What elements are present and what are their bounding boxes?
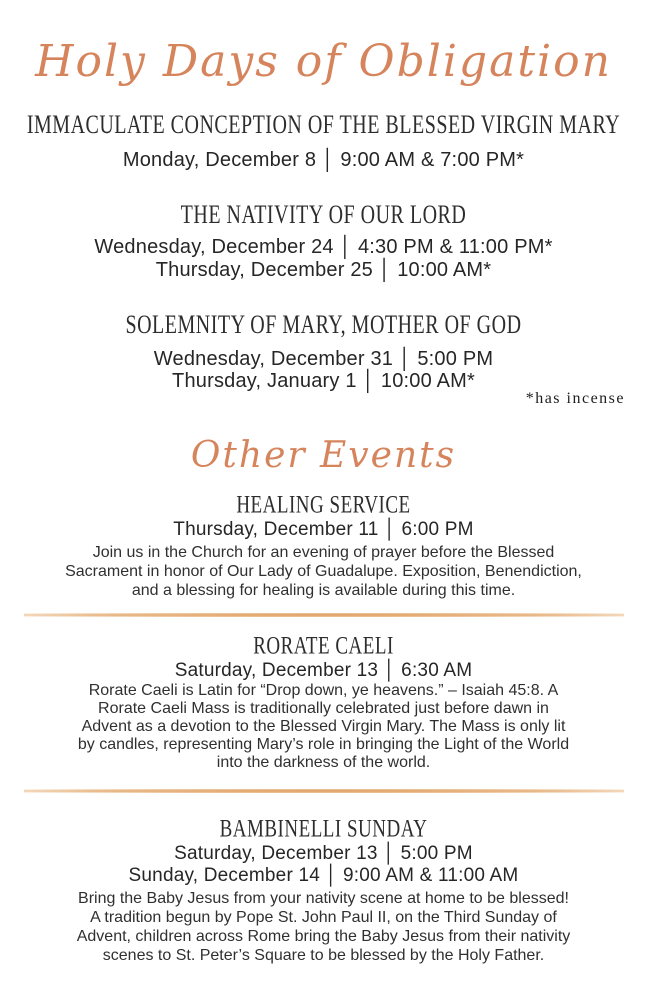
event-time: Wednesday, December 24 │ 4:30 PM & 11:00 PM* bbox=[94, 236, 553, 258]
event-rorate-caeli bbox=[0, 634, 647, 772]
event-time: Saturday, December 13 │ 5:00 PM bbox=[174, 843, 473, 864]
event-description bbox=[0, 682, 647, 772]
event-description-line: A tradition begun by Pope St. John Paul II, on the Third Sunday of bbox=[90, 909, 557, 926]
event-description-line: Join us in the Church for an evening of prayer before the Blessed bbox=[92, 544, 555, 561]
section-divider bbox=[24, 613, 624, 617]
event-time: Monday, December 8 │ 9:00 AM & 7:00 PM* bbox=[122, 149, 525, 171]
event-time: Sunday, December 14 │ 9:00 AM & 11:00 AM bbox=[128, 865, 519, 886]
event-description bbox=[0, 543, 647, 600]
event-title: HEALING SERVICE bbox=[236, 491, 411, 520]
event-title: SOLEMNITY OF MARY, MOTHER OF GOD bbox=[125, 310, 522, 340]
event-title: RORATE CAELI bbox=[253, 632, 394, 661]
event-time: Thursday, December 25 │ 10:00 AM* bbox=[155, 259, 492, 281]
holy-day-solemnity-of-mary bbox=[0, 310, 647, 392]
event-time: Saturday, December 13 │ 6:30 AM bbox=[174, 660, 473, 681]
event-description-line: Sacrament in honor of Our Lady of Guadalupe. Exposition, Benendiction, bbox=[65, 563, 582, 580]
event-time: Thursday, December 11 │ 6:00 PM bbox=[173, 519, 474, 540]
page-title: Holy Days of Obligation bbox=[35, 36, 612, 87]
event-time: Wednesday, December 31 │ 5:00 PM bbox=[153, 348, 494, 370]
event-schedule bbox=[0, 843, 647, 887]
event-description-line: Advent, children across Rome bring the Baby Jesus from their nativity bbox=[76, 928, 571, 945]
event-description-line: Advent as a devotion to the Blessed Virgin Mary. The Mass is only lit bbox=[81, 718, 566, 735]
event-description-line: scenes to St. Peter’s Square to be blessed by the Holy Father. bbox=[102, 947, 545, 964]
event-description-line: by candles, representing Mary’s role in bringing the Light of the World bbox=[77, 736, 570, 753]
event-title: BAMBINELLI SUNDAY bbox=[219, 815, 428, 844]
other-events-title: Other Events bbox=[190, 435, 457, 476]
event-schedule bbox=[0, 148, 647, 172]
event-bambinelli-sunday bbox=[0, 817, 647, 965]
event-schedule bbox=[0, 236, 647, 282]
holy-day-nativity bbox=[0, 200, 647, 282]
event-time: Thursday, January 1 │ 10:00 AM* bbox=[172, 370, 475, 392]
event-description-line: Rorate Caeli Mass is traditionally celebrated just before dawn in bbox=[98, 700, 549, 717]
event-schedule bbox=[0, 348, 647, 392]
event-title: IMMACULATE CONCEPTION OF THE BLESSED VIRGIN MARY bbox=[26, 110, 621, 140]
event-title: THE NATIVITY OF OUR LORD bbox=[180, 200, 467, 230]
event-description bbox=[0, 889, 647, 965]
event-description-line: and a blessing for healing is available during this time. bbox=[131, 582, 516, 599]
incense-footnote: *has incense bbox=[525, 390, 625, 407]
event-description-line: Rorate Caeli is Latin for “Drop down, ye heavens.” – Isaiah 45:8. A bbox=[88, 682, 559, 699]
section-divider bbox=[24, 789, 624, 793]
event-description-line: Bring the Baby Jesus from your nativity scene at home to be blessed! bbox=[78, 890, 569, 907]
event-healing-service bbox=[0, 493, 647, 600]
event-description-line: into the darkness of the world. bbox=[216, 754, 431, 771]
holy-day-immaculate-conception bbox=[0, 110, 647, 172]
